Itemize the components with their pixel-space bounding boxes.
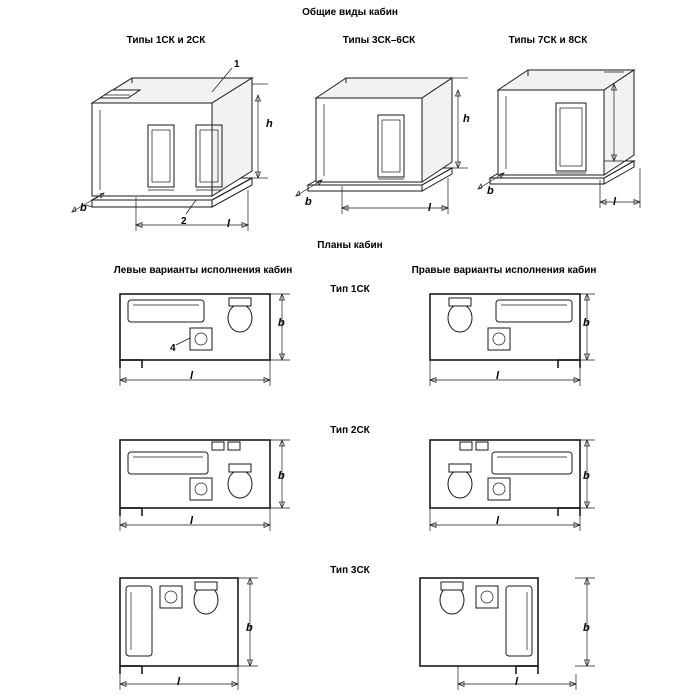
dim-b-view2: b	[305, 196, 312, 208]
view-caption-2: Типы 3СК–6СК	[342, 35, 416, 46]
dim-b-plan2-right: b	[583, 470, 590, 482]
plan-3sk-right	[420, 578, 538, 674]
dim-l-view2: l	[428, 202, 432, 214]
dim-b-plan1-right: b	[583, 317, 590, 329]
title-plans: Планы кабин	[317, 240, 383, 251]
dim-b-view1: b	[80, 202, 87, 214]
plan-2sk-left	[120, 440, 290, 531]
dim-l-plan3-right: l	[515, 676, 519, 688]
dim-b-plan1-left: b	[278, 317, 285, 329]
dim-l-plan3-left: l	[177, 676, 181, 688]
plan-type-3sk: Тип 3СК	[330, 565, 370, 576]
plan-1sk-right	[430, 294, 580, 368]
dim-b-plan3-left: b	[246, 622, 253, 634]
dim-l-view3: l	[613, 196, 617, 208]
title-general-views: Общие виды кабин	[302, 7, 398, 18]
callout-2: 2	[181, 216, 187, 227]
callout-1: 1	[234, 59, 240, 70]
plan-header-right: Правые варианты исполнения кабин	[411, 265, 597, 276]
view-caption-3: Типы 7СК и 8СК	[508, 35, 588, 46]
plan-type-1sk: Тип 1СК	[330, 284, 370, 295]
dim-b-plan2-left: b	[278, 470, 285, 482]
callout-4: 4	[170, 343, 176, 354]
view-cabin-1sk-2sk	[72, 68, 268, 231]
plan-type-2sk: Тип 2СК	[330, 425, 370, 436]
view-cabin-7sk-8sk	[478, 70, 640, 208]
view-caption-1: Типы 1СК и 2СК	[126, 35, 206, 46]
dim-b-plan3-right: b	[583, 622, 590, 634]
dim-l-view1: l	[227, 218, 231, 230]
view-cabin-3sk-6sk	[296, 78, 468, 214]
dim-l-plan2-left: l	[190, 515, 194, 527]
plan-2sk-right	[430, 440, 580, 516]
dim-l-plan1-left: l	[190, 370, 194, 382]
dim-b-view3: b	[487, 185, 494, 197]
plan-3sk-left	[120, 578, 258, 690]
dim-h-view2: h	[463, 113, 470, 125]
plan-1sk-left	[120, 294, 290, 386]
dim-l-plan1-right: l	[496, 370, 500, 382]
dim-h-view1: h	[266, 118, 273, 130]
dim-l-plan2-right: l	[496, 515, 500, 527]
plan-header-left: Левые варианты исполнения кабин	[113, 265, 293, 276]
